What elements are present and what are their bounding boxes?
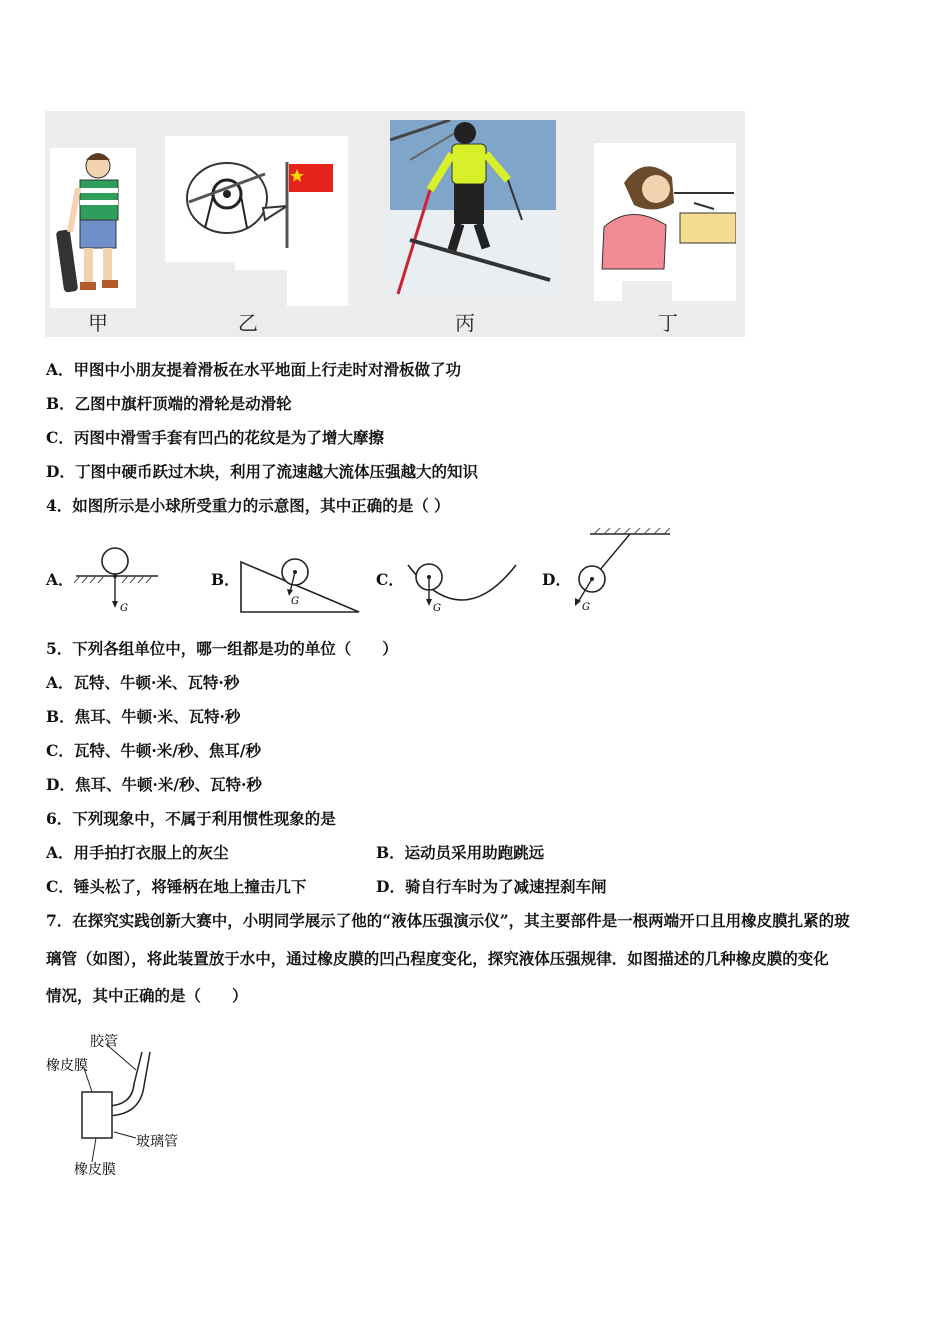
q7-label-glass-tube: 玻璃管	[136, 1134, 178, 1150]
figure-label-yi: 乙	[238, 311, 258, 335]
q4-b-force-label: G	[291, 596, 299, 607]
q4-a-force-label: G	[120, 603, 128, 614]
q3-option-b[interactable]: B．乙图中旗杆顶端的滑轮是动滑轮	[46, 394, 292, 413]
image-flagpole-pulley	[165, 136, 348, 306]
q5-option-a[interactable]: A．瓦特、牛顿·米、瓦特·秒	[46, 673, 240, 692]
q4-diagram-a	[72, 545, 162, 617]
figure-panel	[45, 111, 745, 337]
image-girl-blowing-coin	[594, 143, 736, 301]
q5-option-d[interactable]: D．焦耳、牛顿·米/秒、瓦特·秒	[46, 775, 262, 794]
q6-option-b[interactable]: B．运动员采用助跑跳远	[376, 843, 545, 862]
image-skier	[390, 120, 556, 297]
q4-option-a-label[interactable]: A．	[46, 570, 74, 589]
q3-option-c[interactable]: C．丙图中滑雪手套有凹凸的花纹是为了增大摩擦	[46, 428, 384, 447]
q6-option-c[interactable]: C．锤头松了，将锤柄在地上撞击几下	[46, 877, 307, 896]
q4-diagram-d	[568, 528, 674, 614]
q4-option-d-label[interactable]: D．	[542, 570, 571, 589]
q5-stem: 5．下列各组单位中，哪一组都是功的单位（ ）	[46, 639, 398, 658]
q7-label-hose: 胶管	[90, 1034, 118, 1050]
q5-option-b[interactable]: B．焦耳、牛顿·米、瓦特·秒	[46, 707, 241, 726]
q3-option-a[interactable]: A．甲图中小朋友提着滑板在水平地面上行走时对滑板做了功	[46, 360, 462, 379]
q6-stem: 6．下列现象中，不属于利用惯性现象的是	[46, 809, 336, 828]
image-kid-with-skateboard	[50, 148, 136, 308]
figure-label-bing: 丙	[455, 311, 475, 335]
q5-option-c[interactable]: C．瓦特、牛顿·米/秒、焦耳/秒	[46, 741, 262, 760]
q4-stem: 4．如图所示是小球所受重力的示意图，其中正确的是（ ）	[46, 496, 450, 515]
q7-device-diagram	[44, 1026, 194, 1184]
q7-stem-line-3: 情况，其中正确的是（ ）	[46, 986, 248, 1005]
q4-c-force-label: G	[433, 603, 441, 614]
q4-diagram-c	[404, 555, 520, 617]
q6-option-a[interactable]: A．用手拍打衣服上的灰尘	[46, 843, 229, 862]
q7-stem-line-1: 7．在探究实践创新大赛中，小明同学展示了他的“液体压强演示仪”，其主要部件是一根两端开口且用橡皮膜扎紧的玻	[46, 911, 850, 930]
q7-stem-line-2: 璃管（如图），将此装置放于水中，通过橡皮膜的凹凸程度变化，探究液体压强规律．如图描述的几种橡皮膜的变化	[46, 949, 829, 968]
q7-label-membrane-top: 橡皮膜	[46, 1058, 88, 1074]
figure-label-ding: 丁	[658, 311, 678, 335]
figure-label-jia: 甲	[88, 311, 108, 335]
q4-option-c-label[interactable]: C．	[376, 570, 404, 589]
q7-label-membrane-bottom: 橡皮膜	[74, 1162, 116, 1178]
q6-option-d[interactable]: D．骑自行车时为了减速捏刹车闸	[376, 877, 607, 896]
q3-option-d[interactable]: D．丁图中硬币跃过木块，利用了流速越大流体压强越大的知识	[46, 462, 478, 481]
q4-diagram-b	[237, 548, 363, 616]
q4-option-b-label[interactable]: B．	[211, 570, 240, 589]
q4-d-force-label: G	[582, 602, 590, 613]
